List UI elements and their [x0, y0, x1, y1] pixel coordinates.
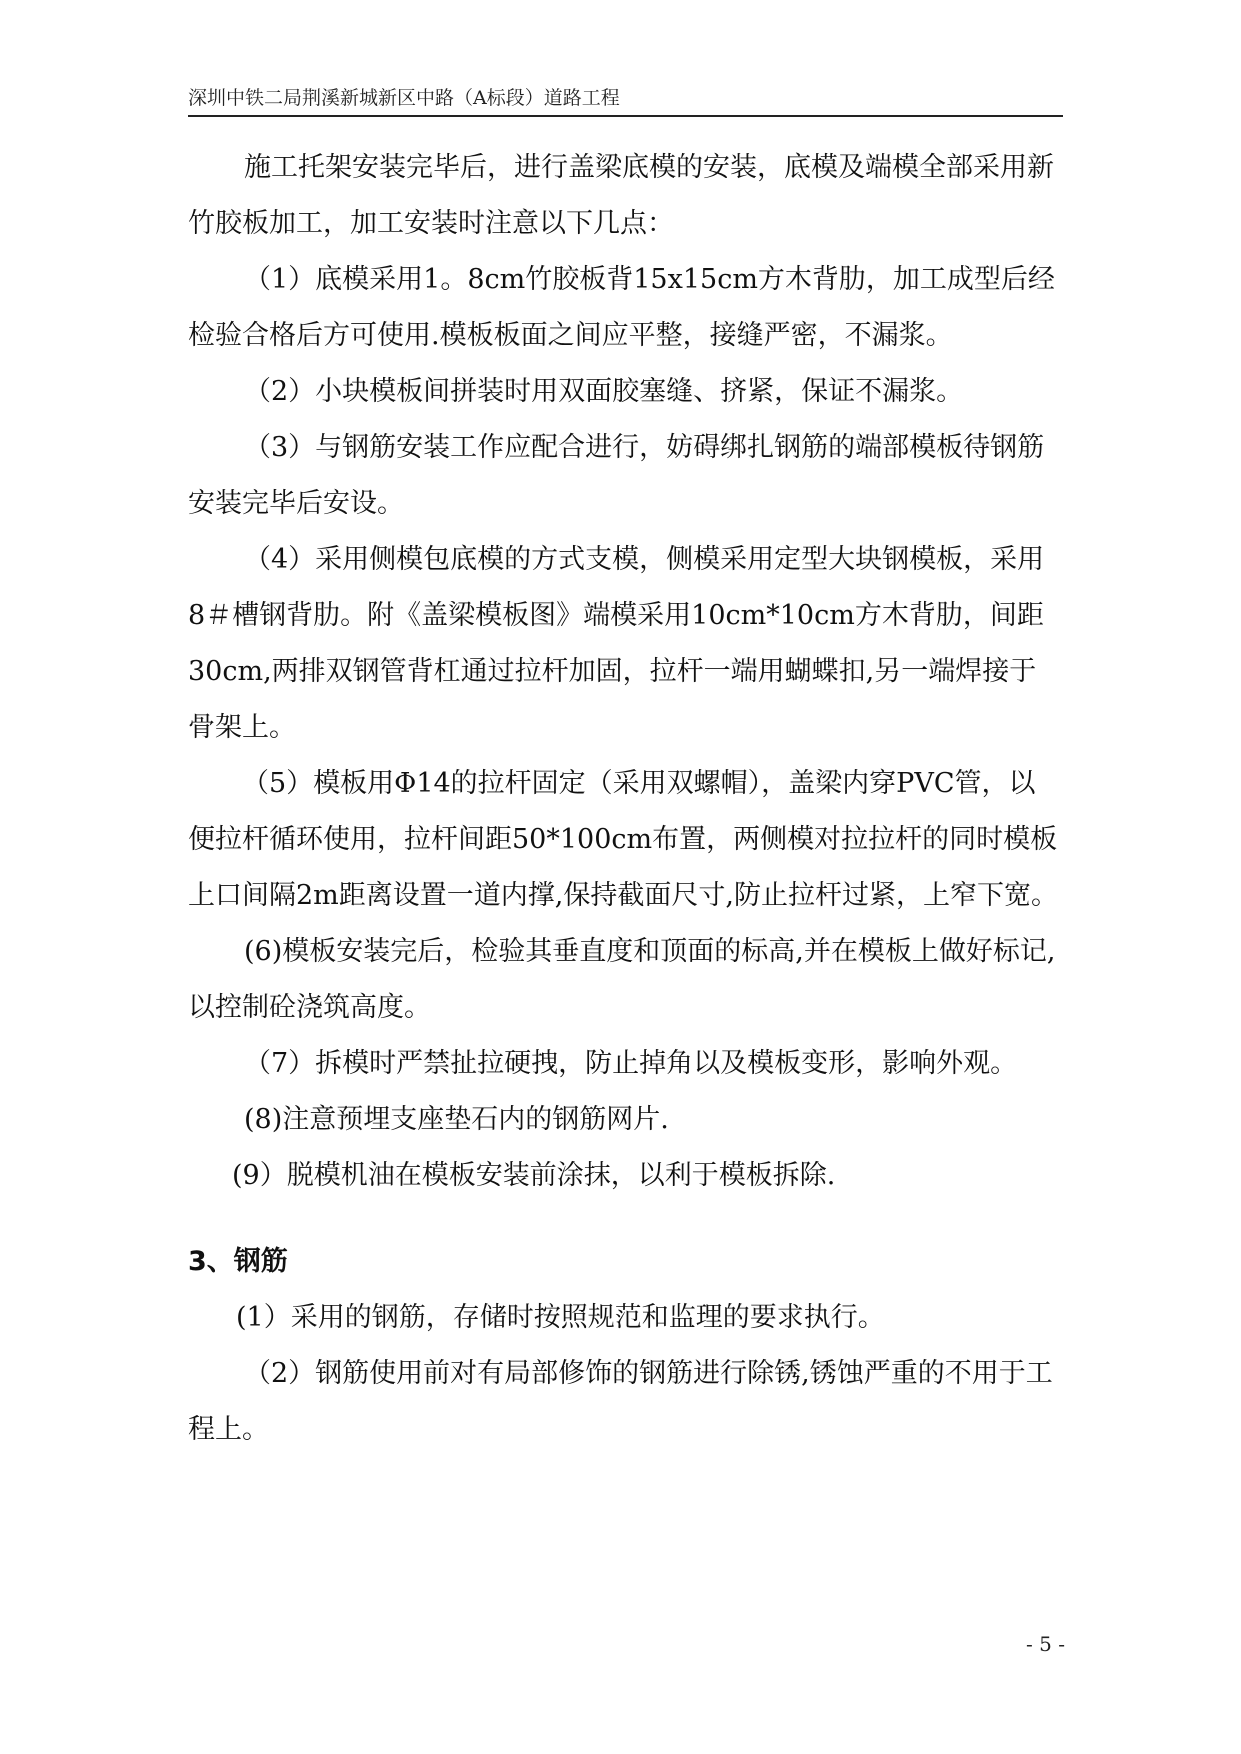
intro-paragraph: 施工托架安装完毕后，进行盖梁底模的安装，底模及端模全部采用新竹胶板加工，加工安装时注意以下几点：	[188, 152, 1054, 239]
list-item: （3）与钢筋安装工作应配合进行，妨碍绑扎钢筋的端部模板待钢筋安装完毕后安设。	[188, 432, 1045, 519]
list-item: （2）钢筋使用前对有局部修饰的钢筋进行除锈,锈蚀严重的不用于工程上。	[188, 1358, 1053, 1445]
page-number: - 5 -	[1026, 1632, 1065, 1656]
list-item: （1）底模采用1。8cm竹胶板背15x15cm方木背肋，加工成型后经检验合格后方可使用.模板板面之间应平整，接缝严密，不漏浆。	[188, 264, 1055, 351]
list-item: (6)模板安装完后，检验其垂直度和顶面的标高,并在模板上做好标记,以控制砼浇筑高度。	[188, 936, 1056, 1023]
list-item: (8)注意预埋支座垫石内的钢筋网片.	[244, 1104, 669, 1135]
list-item: （5）模板用Φ14的拉杆固定（采用双螺帽），盖梁内穿PVC管，以便拉杆循环使用，拉杆间距50*100cm布置，两侧模对拉拉杆的同时模板上口间隔2m距离设置一道内撑,保持截面尺寸,防止拉杆过紧，上窄下宽。	[188, 768, 1058, 911]
list-item: （7）拆模时严禁扯拉硬拽，防止掉角以及模板变形，影响外观。	[244, 1048, 1018, 1079]
header-divider	[188, 115, 1063, 117]
list-item: （4）采用侧模包底模的方式支模，侧模采用定型大块钢模板，采用8＃槽钢背肋。附《盖梁模板图》端模采用10cm*10cm方木背肋，间距30cm,两排双钢管背杠通过拉杆加固，拉杆一端用蝴蝶扣,另一端焊接于骨架上。	[188, 544, 1045, 743]
section-heading: 3、钢筋	[188, 1246, 288, 1277]
page-header	[188, 86, 1063, 114]
list-item: （2）小块模板间拼装时用双面胶塞缝、挤紧，保证不漏浆。	[244, 376, 964, 407]
list-item: (1）采用的钢筋，存储时按照规范和监理的要求执行。	[236, 1302, 885, 1333]
document-body	[188, 140, 1058, 1458]
list-item: (9）脱模机油在模板安装前涂抹，以利于模板拆除.	[232, 1160, 836, 1191]
header-title: 深圳中铁二局荆溪新城新区中路（A标段）道路工程	[188, 87, 620, 109]
